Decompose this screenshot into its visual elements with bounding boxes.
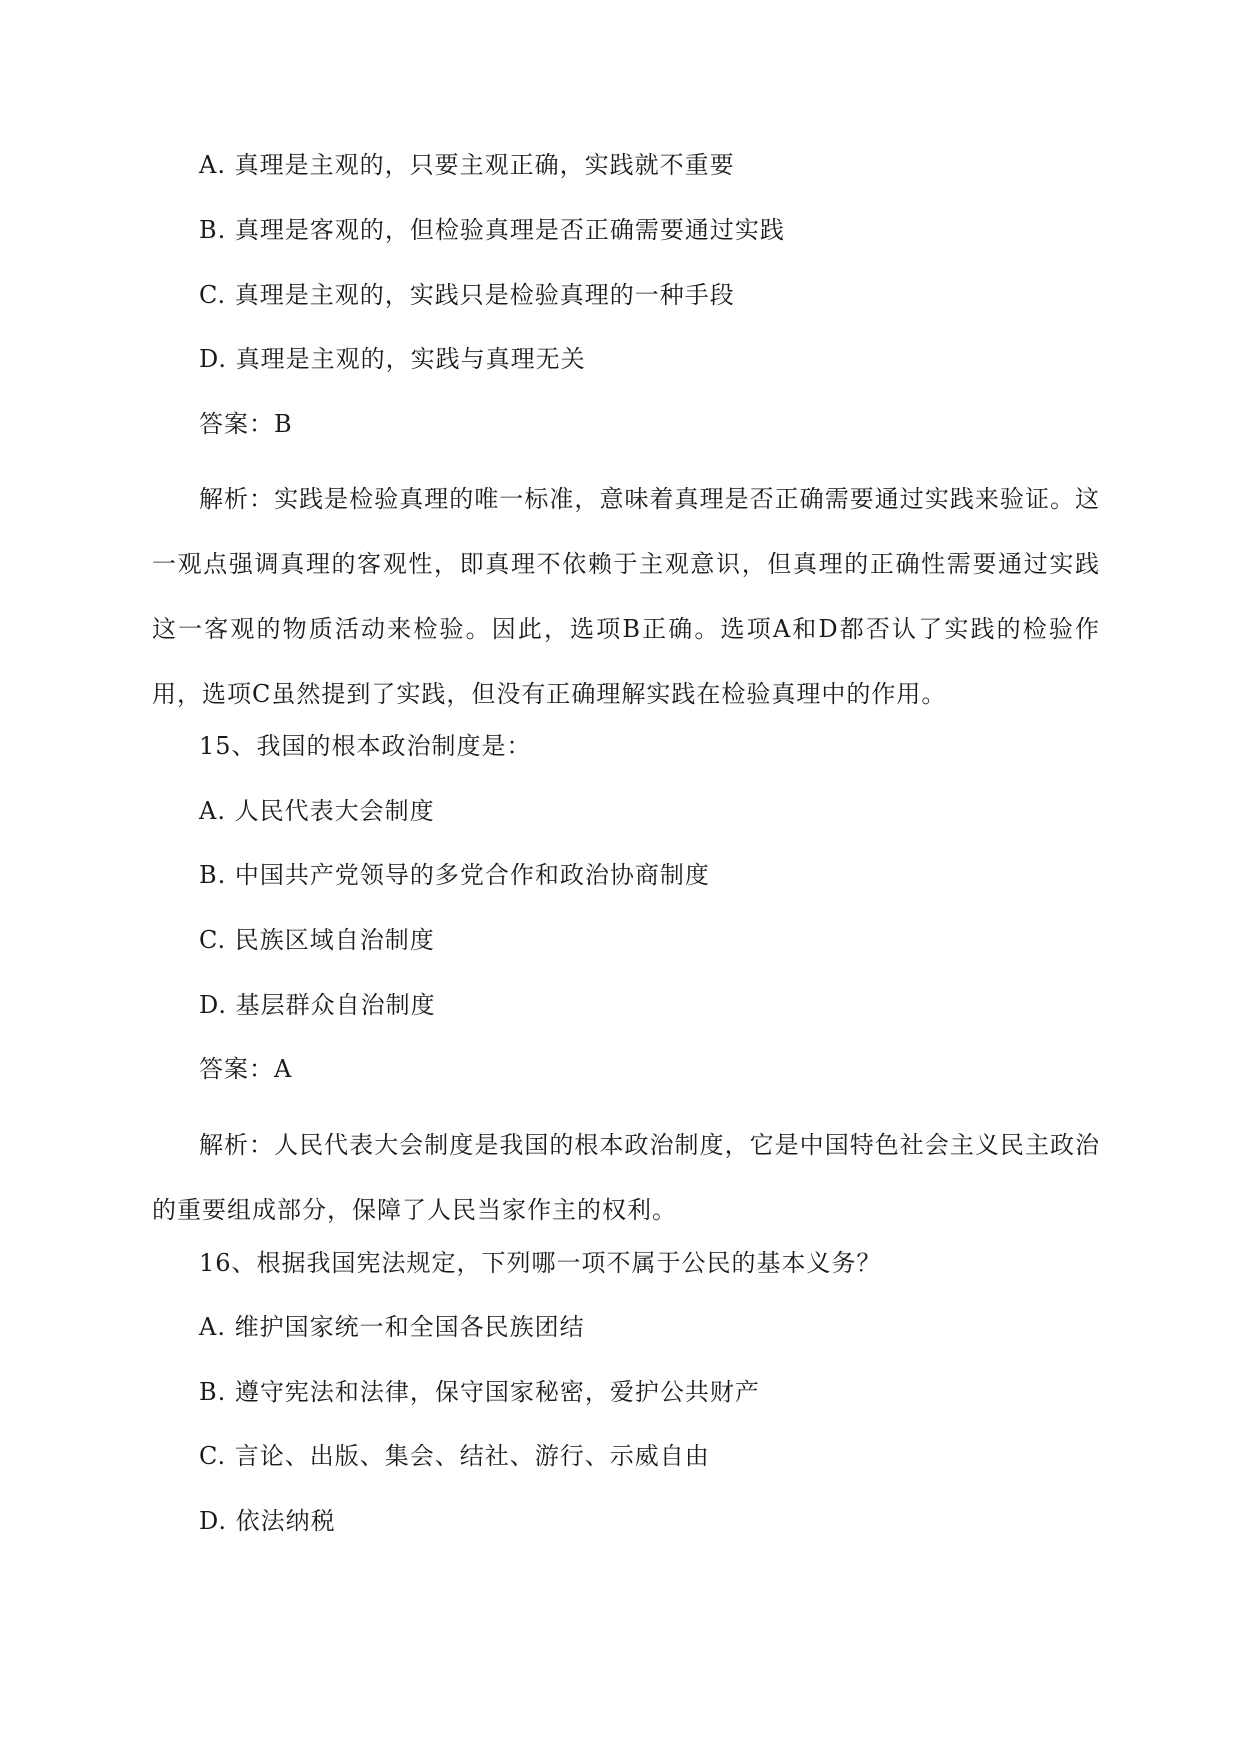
q15-option-c: C. 民族区域自治制度 bbox=[199, 926, 435, 954]
q14-option-b: B. 真理是客观的，但检验真理是否正确需要通过实践 bbox=[199, 216, 785, 244]
q15-question: 15、我国的根本政治制度是： bbox=[199, 732, 532, 760]
q15-analysis: 解析：人民代表大会制度是我国的根本政治制度，它是中国特色社会主义民主政治的重要组成部分，保障了人民当家作主的权利。 bbox=[152, 1131, 1100, 1224]
q16-question: 16、根据我国宪法规定，下列哪一项不属于公民的基本义务？ bbox=[199, 1249, 882, 1277]
q16-option-c: C. 言论、出版、集会、结社、游行、示威自由 bbox=[199, 1442, 710, 1470]
q15-answer: 答案：A bbox=[199, 1055, 293, 1083]
q16-option-b: B. 遵守宪法和法律，保守国家秘密，爱护公共财产 bbox=[199, 1378, 760, 1406]
q16-option-d: D. 依法纳税 bbox=[199, 1507, 336, 1535]
q14-option-c: C. 真理是主观的，实践只是检验真理的一种手段 bbox=[199, 281, 735, 309]
q14-answer: 答案：B bbox=[199, 410, 293, 438]
q14-analysis: 解析：实践是检验真理的唯一标准，意味着真理是否正确需要通过实践来验证。这一观点强调真理的客观性，即真理不依赖于主观意识，但真理的正确性需要通过实践这一客观的物质活动来检验。因此，选项B正确。选项A和D都否认了实践的检验作用，选项C虽然提到了实践，但没有正确理解实践在检验真理中的作用。 bbox=[152, 485, 1100, 708]
q15-option-a: A. 人民代表大会制度 bbox=[199, 797, 435, 825]
q16-option-a: A. 维护国家统一和全国各民族团结 bbox=[199, 1313, 585, 1341]
q14-option-a: A. 真理是主观的，只要主观正确，实践就不重要 bbox=[199, 151, 735, 179]
q15-option-d: D. 基层群众自治制度 bbox=[199, 991, 436, 1019]
q15-option-b: B. 中国共产党领导的多党合作和政治协商制度 bbox=[199, 861, 710, 889]
q14-option-d: D. 真理是主观的，实践与真理无关 bbox=[199, 345, 586, 373]
